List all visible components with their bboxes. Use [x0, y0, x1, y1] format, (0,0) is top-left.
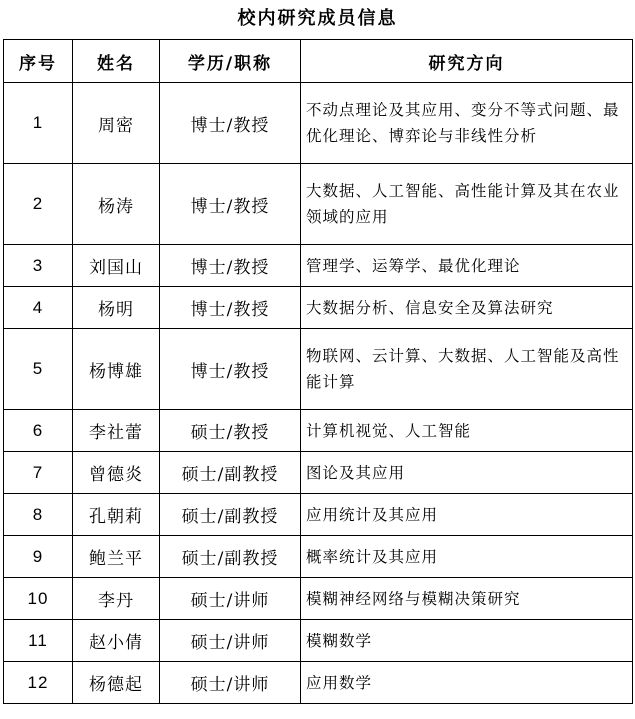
cell-name: 杨德起 — [73, 662, 160, 704]
cell-no: 8 — [4, 494, 73, 536]
table-row — [4, 164, 633, 245]
cell-degree: 博士/教授 — [160, 164, 301, 245]
cell-name: 李社蕾 — [73, 410, 160, 452]
cell-name: 刘国山 — [73, 245, 160, 287]
cell-research: 管理学、运筹学、最优化理论 — [301, 245, 633, 287]
cell-research: 模糊数学 — [301, 620, 633, 662]
cell-no: 4 — [4, 287, 73, 329]
cell-name: 鲍兰平 — [73, 536, 160, 578]
table-row — [4, 662, 633, 704]
cell-no: 1 — [4, 83, 73, 164]
cell-no: 7 — [4, 452, 73, 494]
cell-name: 赵小倩 — [73, 620, 160, 662]
cell-research: 物联网、云计算、大数据、人工智能及高性能计算 — [301, 329, 633, 410]
table-row — [4, 287, 633, 329]
page-title: 校内研究成员信息 — [237, 8, 398, 29]
table-header-row — [4, 40, 633, 83]
cell-research: 计算机视觉、人工智能 — [301, 410, 633, 452]
table-row — [4, 329, 633, 410]
cell-research: 不动点理论及其应用、变分不等式问题、最优化理论、博弈论与非线性分析 — [301, 83, 633, 164]
cell-name: 杨涛 — [73, 164, 160, 245]
cell-name: 曾德炎 — [73, 452, 160, 494]
header-degree: 学历/职称 — [160, 40, 301, 83]
cell-degree: 博士/教授 — [160, 329, 301, 410]
cell-degree: 博士/教授 — [160, 287, 301, 329]
cell-research: 图论及其应用 — [301, 452, 633, 494]
cell-name: 周密 — [73, 83, 160, 164]
members-table — [3, 39, 633, 704]
table-row — [4, 83, 633, 164]
cell-no: 6 — [4, 410, 73, 452]
cell-name: 杨明 — [73, 287, 160, 329]
cell-research: 应用数学 — [301, 662, 633, 704]
cell-degree: 硕士/讲师 — [160, 620, 301, 662]
cell-degree: 硕士/副教授 — [160, 494, 301, 536]
header-no: 序号 — [4, 40, 73, 83]
cell-degree: 博士/教授 — [160, 245, 301, 287]
cell-name: 李丹 — [73, 578, 160, 620]
cell-no: 2 — [4, 164, 73, 245]
cell-research: 概率统计及其应用 — [301, 536, 633, 578]
cell-degree: 硕士/教授 — [160, 410, 301, 452]
cell-degree: 硕士/讲师 — [160, 578, 301, 620]
table-row — [4, 494, 633, 536]
cell-degree: 博士/教授 — [160, 83, 301, 164]
table-row — [4, 620, 633, 662]
cell-research: 模糊神经网络与模糊决策研究 — [301, 578, 633, 620]
cell-no: 10 — [4, 578, 73, 620]
cell-degree: 硕士/副教授 — [160, 536, 301, 578]
cell-research: 应用统计及其应用 — [301, 494, 633, 536]
cell-degree: 硕士/讲师 — [160, 662, 301, 704]
header-research: 研究方向 — [301, 40, 633, 83]
cell-research: 大数据、人工智能、高性能计算及其在农业领域的应用 — [301, 164, 633, 245]
header-name: 姓名 — [73, 40, 160, 83]
cell-no: 12 — [4, 662, 73, 704]
table-row — [4, 536, 633, 578]
table-row — [4, 410, 633, 452]
cell-no: 3 — [4, 245, 73, 287]
cell-research: 大数据分析、信息安全及算法研究 — [301, 287, 633, 329]
table-row — [4, 245, 633, 287]
cell-name: 孔朝莉 — [73, 494, 160, 536]
table-row — [4, 578, 633, 620]
cell-name: 杨博雄 — [73, 329, 160, 410]
cell-no: 9 — [4, 536, 73, 578]
cell-no: 5 — [4, 329, 73, 410]
table-row — [4, 452, 633, 494]
cell-degree: 硕士/副教授 — [160, 452, 301, 494]
cell-no: 11 — [4, 620, 73, 662]
